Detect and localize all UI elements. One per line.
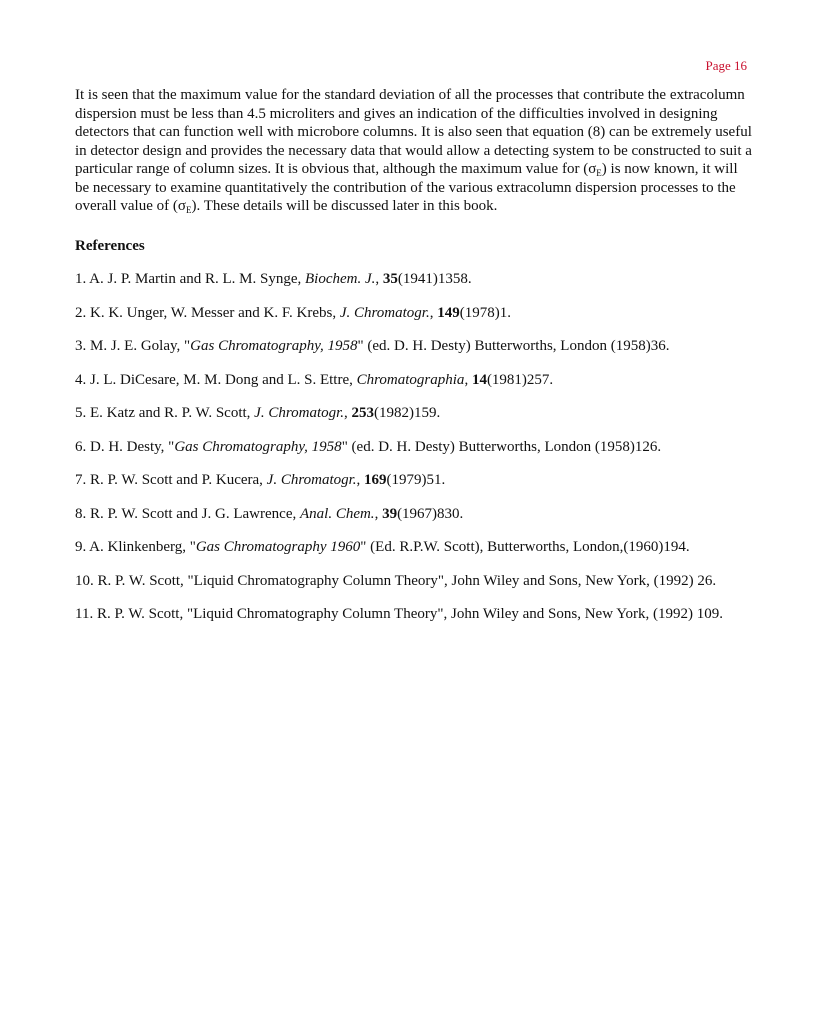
reference-pages: (1982)159. bbox=[374, 405, 441, 421]
reference-separator: , bbox=[464, 371, 472, 388]
reference-separator: , bbox=[429, 304, 438, 321]
reference-pages: (1978)1. bbox=[459, 304, 511, 321]
reference-text: 9. A. Klinkenberg, " bbox=[75, 539, 196, 555]
reference-separator: , bbox=[374, 505, 383, 522]
reference-journal: Anal. Chem. bbox=[299, 505, 375, 522]
reference-separator: , bbox=[356, 472, 365, 488]
intro-text-3: ). These details will be discussed later in this book. bbox=[191, 198, 498, 214]
reference-item bbox=[75, 505, 755, 524]
intro-text-2: ) is now known, it will be necessary to examine quantitatively the contribution of the various extracolumn dispersion processes to the overall value of ( bbox=[75, 161, 738, 214]
reference-item bbox=[75, 270, 755, 289]
intro-text-1: It is seen that the maximum value for the standard deviation of all the processes that contribute the extracolumn dispersion must be less than 4.5 microliters and gives an indication of the difficulties involved in designing detectors that can function well with microbore columns. It is also seen that equation (8) can be extremely useful in detector design and provides the necessary data that would allow a detecting system to be constructed to suit a particular range of column sizes. It is obvious that, although the maximum value for ( bbox=[75, 87, 752, 177]
reference-volume: 253 bbox=[351, 405, 375, 421]
reference-journal: Biochem. J. bbox=[305, 271, 376, 287]
reference-text: 7. R. P. W. Scott and P. Kucera, bbox=[75, 472, 267, 488]
reference-volume: 149 bbox=[437, 304, 460, 321]
reference-pages: (1979)51. bbox=[386, 472, 446, 488]
reference-separator: " (Ed. R.P.W. Scott), Butterworths, London,(1960)194. bbox=[360, 539, 690, 555]
reference-volume: 39 bbox=[382, 505, 398, 522]
reference-text: 5. E. Katz and R. P. W. Scott, bbox=[75, 405, 255, 421]
intro-paragraph bbox=[75, 86, 755, 216]
page-number: Page 16 bbox=[705, 58, 747, 73]
reference-journal: Gas Chromatography 1960 bbox=[195, 539, 361, 555]
reference-pages: (1981)257. bbox=[486, 371, 554, 388]
reference-journal: J. Chromatogr. bbox=[266, 472, 357, 488]
reference-text: 3. M. J. E. Golay, " bbox=[75, 338, 191, 354]
reference-text: 2. K. K. Unger, W. Messer and K. F. Krebs, bbox=[75, 304, 340, 321]
sigma-symbol: σ bbox=[588, 161, 597, 177]
sigma-subscript: E bbox=[596, 168, 602, 178]
reference-text: 11. R. P. W. Scott, "Liquid Chromatography Column Theory", John Wiley and Sons, New York, (1992) 109. bbox=[75, 606, 724, 622]
reference-volume: 35 bbox=[382, 271, 398, 287]
reference-item bbox=[75, 605, 755, 624]
reference-volume: 169 bbox=[364, 472, 387, 488]
reference-journal: Chromatographia bbox=[356, 371, 465, 388]
reference-journal: Gas Chromatography, 1958 bbox=[190, 338, 358, 354]
reference-item bbox=[75, 538, 755, 557]
reference-text: 4. J. L. DiCesare, M. M. Dong and L. S. Ettre, bbox=[75, 371, 357, 388]
sigma-symbol: σ bbox=[177, 198, 186, 214]
reference-text: 1. A. J. P. Martin and R. L. M. Synge, bbox=[75, 271, 306, 287]
reference-separator: " (ed. D. H. Desty) Butterworths, London (1958)36. bbox=[357, 338, 670, 354]
page-content bbox=[75, 86, 755, 639]
reference-list bbox=[75, 270, 755, 624]
reference-pages: (1941)1358. bbox=[397, 271, 472, 287]
reference-item bbox=[75, 572, 755, 591]
reference-journal: J. Chromatogr. bbox=[254, 405, 345, 421]
references-heading: References bbox=[75, 237, 145, 254]
reference-journal: J. Chromatogr. bbox=[339, 304, 430, 321]
reference-text: 10. R. P. W. Scott, "Liquid Chromatography Column Theory", John Wiley and Sons, New York, (1992) 26. bbox=[75, 572, 717, 589]
reference-item bbox=[75, 371, 755, 390]
reference-text: 8. R. P. W. Scott and J. G. Lawrence, bbox=[75, 505, 300, 522]
reference-volume: 14 bbox=[471, 371, 487, 388]
reference-separator: " (ed. D. H. Desty) Butterworths, London (1958)126. bbox=[341, 438, 662, 455]
reference-separator: , bbox=[375, 271, 383, 287]
reference-text: 6. D. H. Desty, " bbox=[75, 438, 175, 455]
reference-item bbox=[75, 404, 755, 423]
reference-item bbox=[75, 471, 755, 490]
reference-item bbox=[75, 337, 755, 356]
reference-item bbox=[75, 438, 755, 457]
reference-pages: (1967)830. bbox=[397, 505, 464, 522]
reference-separator: , bbox=[344, 405, 352, 421]
sigma-subscript: E bbox=[185, 205, 192, 215]
reference-journal: Gas Chromatography, 1958 bbox=[174, 438, 342, 455]
reference-item bbox=[75, 304, 755, 323]
